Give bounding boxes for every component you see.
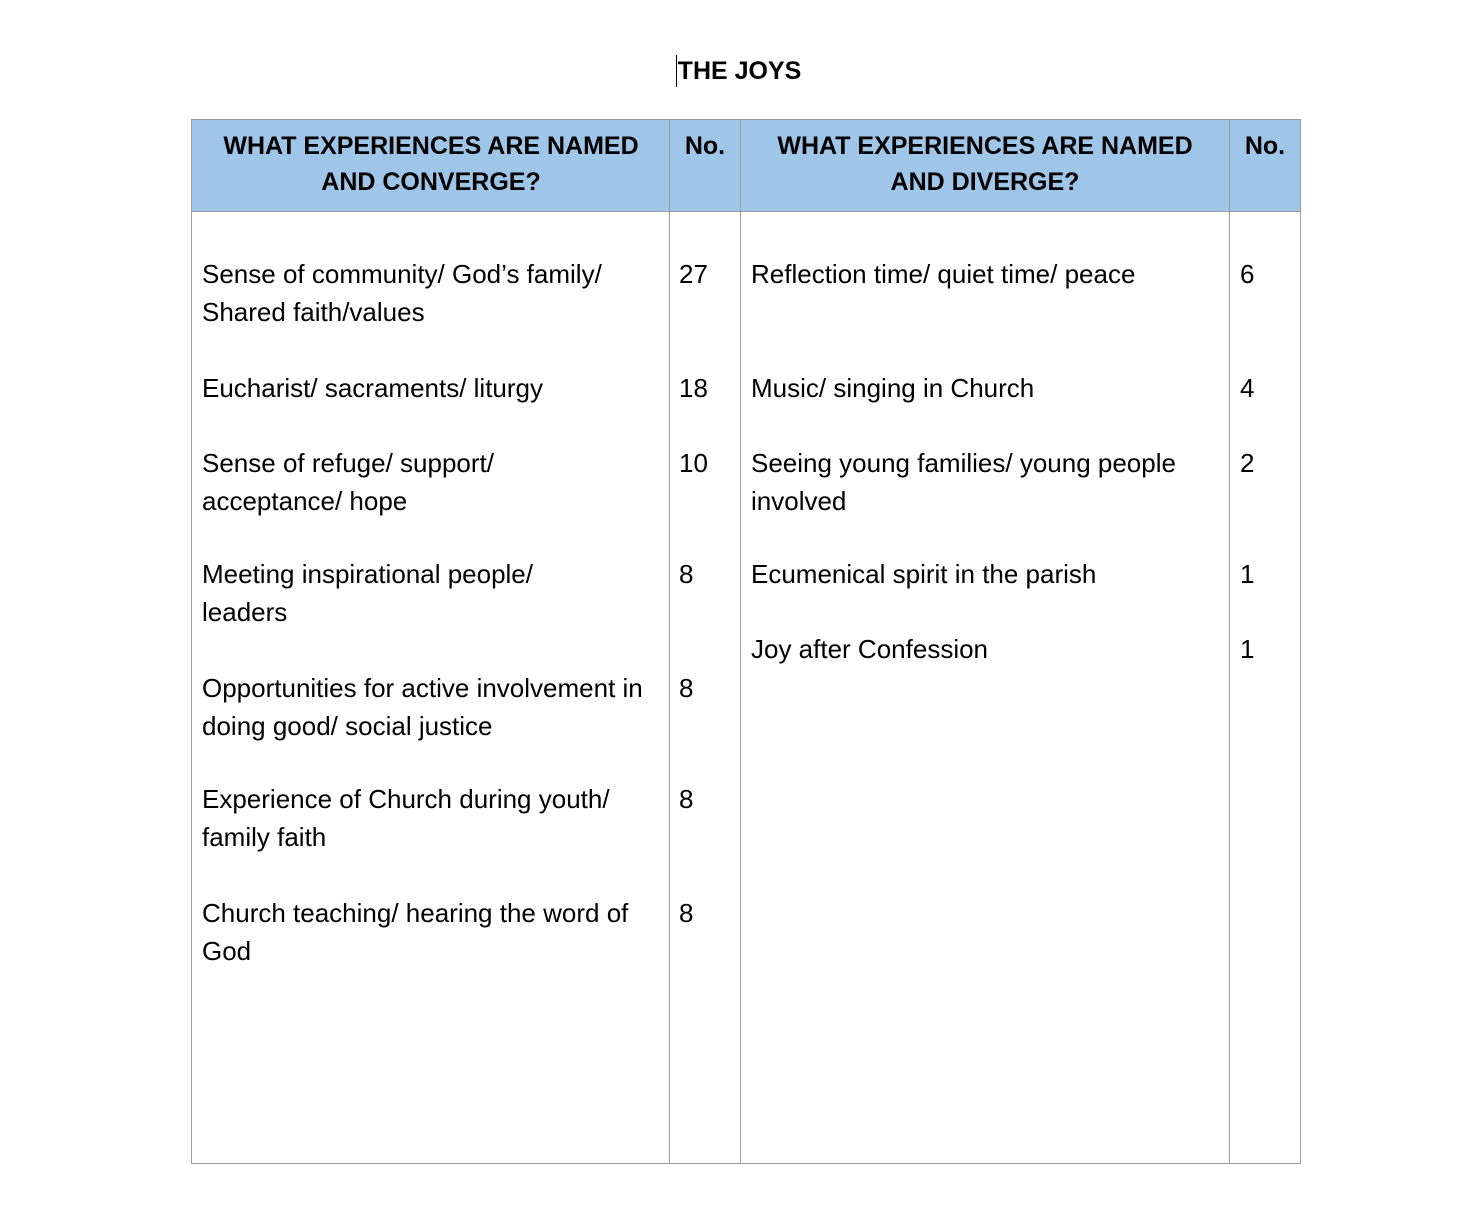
column-divider [1229,120,1230,1163]
converge-item: Opportunities for active involvement in doing good/ social justice [202,673,643,741]
diverge-item: Seeing young families/ young people involved [751,448,1176,516]
converge-item: Sense of refuge/ support/ acceptance/ hope [202,448,494,516]
diverge-count: 1 [1240,634,1255,664]
joys-table [191,119,1301,1164]
header-diverge-no: No. [1244,132,1286,160]
text-cursor [676,55,677,87]
converge-item: Church teaching/ hearing the word of God [202,898,629,966]
converge-count: 8 [679,559,694,589]
diverge-item: Music/ singing in Church [751,373,1035,403]
header-diverge: WHAT EXPERIENCES ARE NAMED AND DIVERGE? [777,132,1193,196]
diverge-count: 4 [1240,373,1255,403]
converge-count: 8 [679,673,694,703]
diverge-item: Joy after Confession [751,634,989,664]
column-divider [740,120,741,1163]
header-converge-no: No. [684,132,726,160]
converge-item: Meeting inspirational people/ leaders [202,559,533,627]
diverge-count: 2 [1240,448,1255,478]
converge-count: 8 [679,784,694,814]
document-title-text: THE JOYS [677,57,802,85]
converge-count: 18 [679,373,708,403]
column-divider [669,120,670,1163]
converge-count: 10 [679,448,708,478]
diverge-item: Reflection time/ quiet time/ peace [751,259,1136,289]
converge-item: Sense of community/ God’s family/ Shared faith/values [202,259,602,327]
document-title [0,55,1477,87]
converge-item: Experience of Church during youth/ family faith [202,784,610,852]
header-converge: WHAT EXPERIENCES ARE NAMED AND CONVERGE? [223,132,639,196]
diverge-count: 6 [1240,259,1255,289]
diverge-count: 1 [1240,559,1255,589]
diverge-item: Ecumenical spirit in the parish [751,559,1097,589]
converge-item: Eucharist/ sacraments/ liturgy [202,373,544,403]
converge-count: 27 [679,259,708,289]
converge-count: 8 [679,898,694,928]
